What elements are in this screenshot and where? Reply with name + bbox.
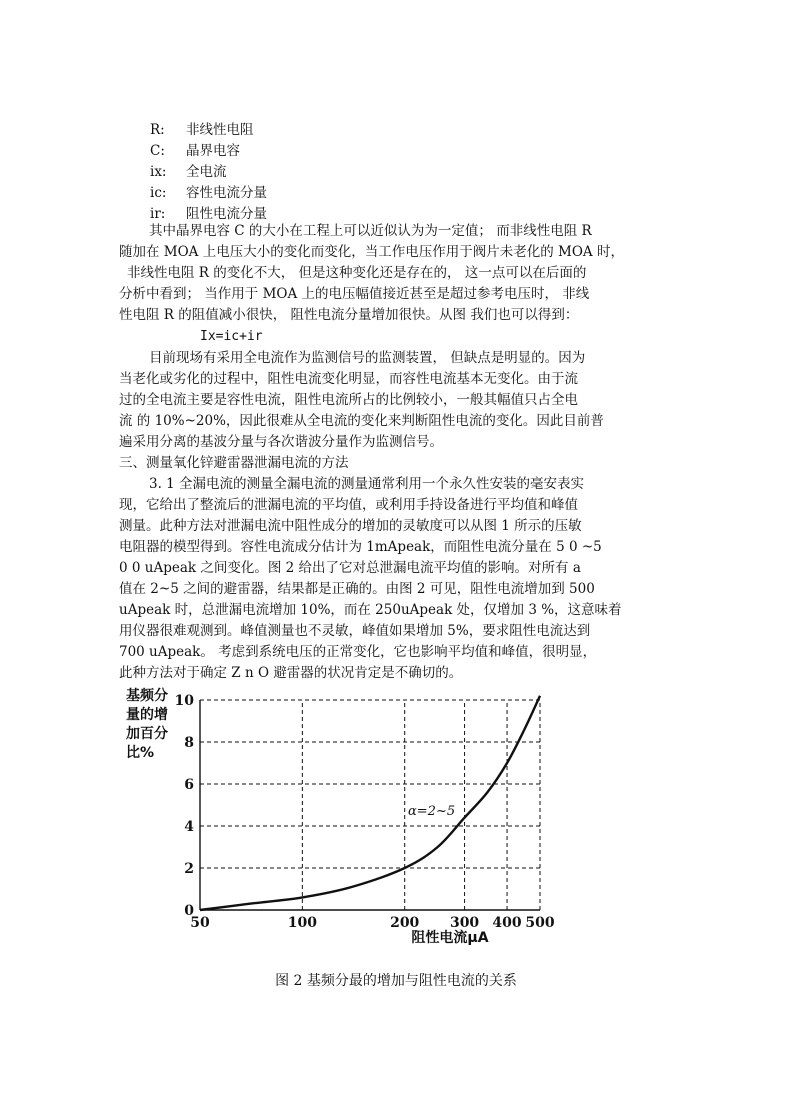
paragraph-line: 过的全电流主要是容性电流，阻性电流所占的比例较小，一般其幅值只占全电 [119,392,578,408]
paragraph-line: 电阻器的模型得到。容性电流成分估计为 1mApeak，而阻性电流分量在 5 0 ~5 [119,539,602,555]
paragraph-line: 此种方法对于确定 Z n O 避雷器的状况肯定是不确切的。 [119,665,463,681]
paragraph-line: 测量。此种方法对泄漏电流中阻性成分的增加的灵敏度可以从图 1 所示的压敏 [119,518,582,534]
definition-text: 全电流 [186,164,227,180]
ylabel-line: 比% [126,745,155,761]
y-tick-label: 0 [184,903,194,919]
ylabel-line: 量的增 [126,707,168,723]
curve-annotation: α=2~5 [408,804,456,819]
figure-caption: 图 2 基频分最的增加与阻性电流的关系 [275,973,517,989]
x-axis-label: 阻性电流μA [411,930,489,946]
definition-text: 晶界电容 [186,143,240,159]
paragraph-line: uApeak 时，总泄漏电流增加 10%，而在 250uApeak 处，仅增加 3 %，这意味着 [119,602,622,618]
definition-text: 阻性电流分量 [186,206,267,222]
y-tick-label: 10 [174,693,194,709]
definition-c [150,139,240,159]
paragraph-line: 值在 2~5 之间的避雷器，结果都是正确的。由图 2 可见，阻性电流增加到 500 [119,581,595,597]
paragraph-line: 其中晶界电容 C 的大小在工程上可以近似认为为一定值； 而非线性电阻 R [149,223,592,239]
paragraph-line: 0 0 uApeak 之间变化。图 2 给出了它对总泄漏电流平均值的影响。对所有 a [119,560,581,576]
paragraph-line: 用仪器很难观测到。峰值测量也不灵敏，峰值如果增加 5%，要求阻性电流达到 [119,623,591,639]
y-tick-label: 6 [184,777,194,793]
series-line [200,696,540,910]
formula: Ix=ic+ir [200,329,263,344]
y-tick-label: 8 [184,735,194,751]
paragraph-line: 3. 1 全漏电流的测量全漏电流的测量通常利用一个永久性安装的毫安表实 [149,476,585,492]
definition-r [150,118,254,138]
paragraph-line: 当老化或劣化的过程中，阻性电流变化明显，而容性电流基本无变化。由于流 [119,371,578,387]
x-tick-label: 100 [287,915,317,931]
paragraph-line: 目前现场有采用全电流作为监测信号的监测装置， 但缺点是明显的。因为 [149,350,586,366]
paragraph-line: 700 uApeak。 考虑到系统电压的正常变化，它也影响平均值和峰值，很明显， [119,644,597,660]
symbol: ic: [150,185,167,201]
y-tick-label: 2 [184,861,194,877]
x-tick-label: 300 [449,915,480,931]
x-tick-label: 500 [525,915,555,931]
paragraph-line: 非线性电阻 R 的变化不大， 但是这种变化还是存在的， 这一点可以在后面的 [127,265,587,281]
ylabel-line: 基频分 [126,688,168,704]
symbol: C: [150,143,165,159]
x-tick-label: 400 [492,915,522,931]
ylabel-group [126,687,168,761]
x-tick-label: 50 [190,915,210,931]
x-tick-label: 200 [390,915,420,931]
tick-labels [175,693,555,931]
paragraph-line: 遍采用分离的基波分量与各次谐波分量作为监测信号。 [119,434,443,450]
y-tick-label: 4 [184,819,194,835]
definition-text: 容性电流分量 [186,185,267,201]
paragraph-line: 流 的 10%~20%，因此很难从全电流的变化来判断阻性电流的变化。因此目前普 [119,413,604,429]
paragraph-line: 分析中看到； 当作用于 MOA 上的电压幅值接近甚至是超过参考电压时， 非线 [119,286,590,302]
definition-ix [150,160,227,180]
paragraph-line: 现，它给出了整流后的泄漏电流的平均值，或利用手持设备进行平均值和峰值 [119,497,578,513]
resistive-current-chart [110,680,570,950]
symbol: R: [150,122,165,138]
definition-ic [150,181,267,201]
ylabel-line: 加百分 [126,726,168,742]
paragraph-line: 随加在 MOA 上电压大小的变化而变化，当工作电压作用于阀片未老化的 MOA 时， [119,244,624,260]
section-heading: 三、测量氧化锌避雷器泄漏电流的方法 [119,455,349,471]
paragraph-line: 性电阻 R 的阻值减小很快， 阻性电流分量增加很快。从图 我们也可以得到： [119,307,579,323]
grid [200,700,540,910]
symbol: ix: [150,164,167,180]
definition-text: 非线性电阻 [186,122,254,138]
symbol: ir: [150,206,166,222]
definition-ir [150,202,267,222]
